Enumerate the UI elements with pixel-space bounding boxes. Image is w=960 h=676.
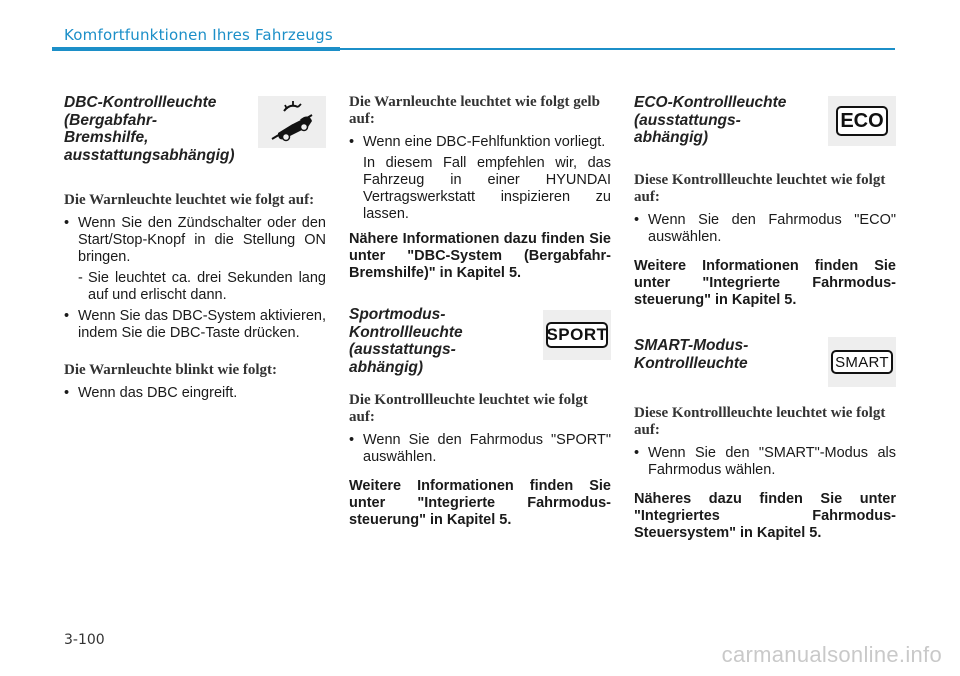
watermark: carmanualsonline.info [721, 642, 942, 667]
sport-badge-label: SPORT [546, 325, 608, 344]
eco-subheading: Diese Kontrollleuchte leuchtet wie folgt auf: [634, 172, 886, 205]
dbc-bullet-engages: • Wenn das DBC eingreift. [64, 385, 326, 402]
dbc-bullet-activate: • Wenn Sie das DBC-System aktivieren, indem Sie die DBC-Taste drücken. [64, 308, 326, 342]
page-number: 3-100 [64, 632, 105, 648]
smart-indicator-box [828, 337, 896, 387]
sport-reference-note: Weitere Informationen finden Sie unter "Integrierte Fahrmodus-steuerung" in Kapitel 5. [349, 478, 611, 528]
dbc-section-title: DBC-Kontrollleuchte (Bergabfahr- Bremshilfe, ausstattungsabhängig) [64, 94, 235, 164]
dbc-reference-note: Nähere Informationen dazu finden Sie unter "DBC-System (Bergabfahr-Bremshilfe)" in Kapitel 5. [349, 231, 611, 281]
smart-subheading: Diese Kontrollleuchte leuchtet wie folgt auf: [634, 405, 886, 438]
middle-column [349, 94, 611, 529]
left-column [64, 94, 326, 406]
eco-section-title: ECO-Kontrollleuchte (ausstattungs- abhängig) [634, 94, 787, 146]
sport-subheading: Die Kontrollleuchte leuchtet wie folgt auf: [349, 392, 588, 425]
eco-badge-label: ECO [840, 109, 884, 132]
section-header-title: Komfortfunktionen Ihres Fahrzeugs [64, 26, 333, 44]
smart-section-title: SMART-Modus- Kontrollleuchte [634, 337, 749, 372]
smart-reference-note: Näheres dazu finden Sie unter "Integriertes Fahrmodus-Steuersystem" in Kapitel 5. [634, 491, 896, 541]
eco-indicator-box [828, 96, 896, 146]
eco-bullet-select: • Wenn Sie den Fahrmodus "ECO" auswählen. [634, 212, 896, 246]
eco-mode-icon [836, 106, 888, 136]
dbc-section-header [64, 94, 326, 170]
dbc-subheading-lights: Die Warnleuchte leuchtet wie folgt auf: [64, 192, 315, 208]
hill-descent-control-icon [258, 96, 326, 148]
sport-bullet-select: • Wenn Sie den Fahrmodus "SPORT" auswählen. [349, 432, 611, 466]
header-rule [340, 48, 895, 50]
eco-section-header [634, 94, 896, 150]
dbc-bullet-malfunction: • Wenn eine DBC-Fehlfunktion vorliegt. [349, 134, 611, 151]
smart-bullet-select: • Wenn Sie den "SMART"-Modus als Fahrmodus wählen. [634, 445, 896, 479]
dbc-bullet-ignition: • Wenn Sie den Zündschalter oder den Start/Stop-Knopf in die Stellung ON bringen. [64, 215, 326, 266]
dbc-subheading-yellow: Die Warnleuchte leuchtet wie folgt gelb auf: [349, 94, 600, 127]
right-column [634, 94, 896, 542]
smart-badge-label: SMART [835, 353, 889, 371]
dbc-workshop-advice: In diesem Fall empfehlen wir, das Fahrzeug in einer HYUNDAI Vertragswerkstatt inspizieren zu lassen. [363, 155, 611, 222]
eco-reference-note: Weitere Informationen finden Sie unter "Integrierte Fahrmodus-steuerung" in Kapitel 5. [634, 258, 896, 308]
sport-mode-icon [546, 322, 608, 348]
sport-section-header [349, 306, 611, 378]
smart-section-header [634, 337, 896, 381]
dbc-subheading-blinks: Die Warnleuchte blinkt wie folgt: [64, 362, 278, 378]
sport-indicator-box [543, 310, 611, 360]
smart-mode-icon [831, 350, 893, 374]
dbc-dash-three-seconds: - Sie leuchtet ca. drei Sekunden lang auf und erlischt dann. [64, 270, 326, 304]
header-accent-bar [52, 47, 340, 51]
sport-section-title: Sportmodus- Kontrollleuchte (ausstattungs- abhängig) [349, 306, 463, 376]
